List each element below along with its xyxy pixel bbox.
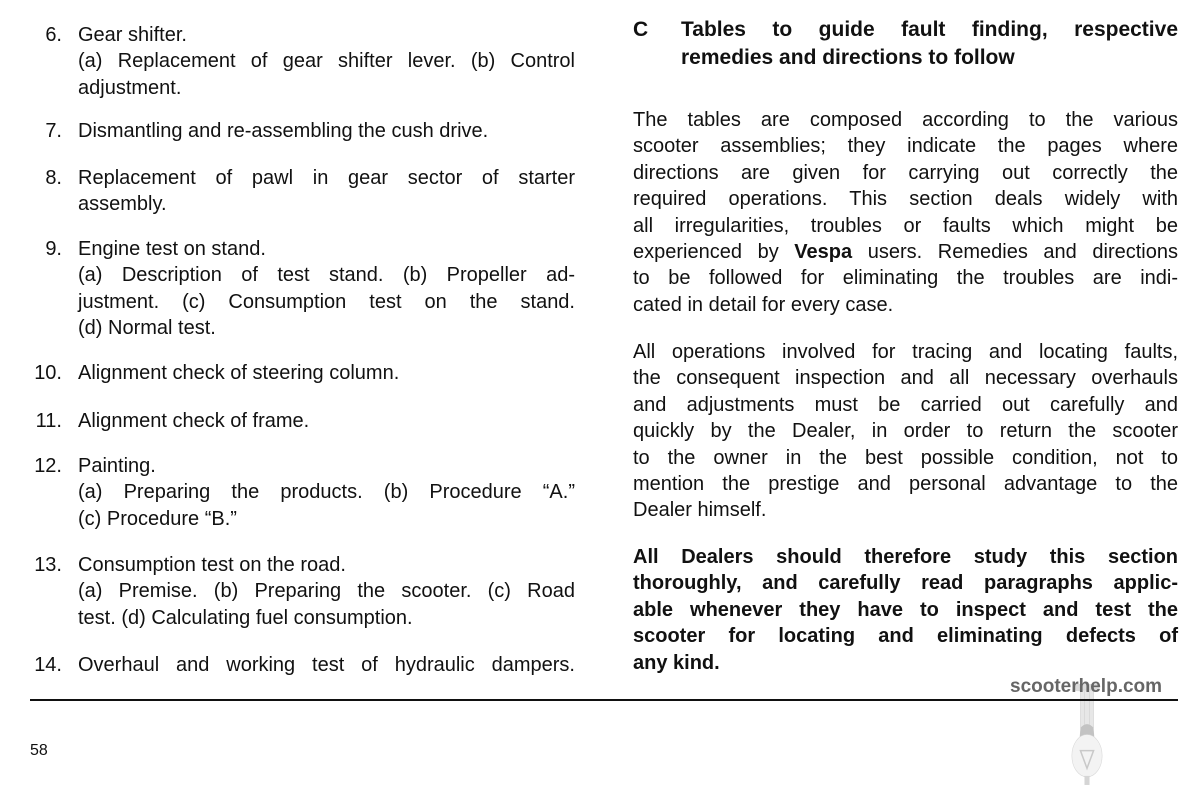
item-line: Gear shifter. xyxy=(78,24,187,46)
paragraph-line: and adjustments must be carried out carefully and xyxy=(633,393,1178,416)
paragraph-line: directions are given for carrying out correctly the xyxy=(633,161,1178,184)
item-text xyxy=(78,652,575,678)
item-number: 10. xyxy=(34,362,62,384)
paragraph-line: thoroughly, and carefully read paragraphs applic- xyxy=(633,572,1178,595)
item-number: 11. xyxy=(35,410,62,432)
item-text xyxy=(78,408,575,434)
left-column xyxy=(30,0,575,700)
item-number: 7. xyxy=(45,120,62,142)
paragraph xyxy=(633,339,1178,524)
bold-word: Vespa xyxy=(794,240,853,263)
item-line: (a) Premise. (b) Preparing the scooter. (c) Road xyxy=(78,580,575,603)
paragraph xyxy=(633,107,1178,318)
item-line: Painting. xyxy=(78,455,156,477)
item-line: Alignment check of steering column. xyxy=(78,362,400,384)
item-line: Overhaul and working test of hydraulic dampers. xyxy=(78,654,575,676)
item-line: (a) Preparing the products. (b) Procedure “A.” xyxy=(78,481,575,504)
item-text xyxy=(78,165,575,218)
paragraph-line: to be followed for eliminating the troubles are indi- xyxy=(633,267,1178,290)
item-text xyxy=(78,552,575,631)
watermark-text: scooterhelp.com xyxy=(1010,676,1163,697)
item-line: (a) Replacement of gear shifter lever. (b) Control xyxy=(78,50,575,73)
paragraph-line: able whenever they have to inspect and test the xyxy=(633,598,1178,621)
item-text xyxy=(78,236,575,342)
paragraph xyxy=(633,544,1178,676)
paragraph-line: to the owner in the best possible condition, not to xyxy=(633,446,1178,469)
paragraph-line: mention the prestige and personal advantage to the xyxy=(633,472,1178,495)
paragraph-line: experienced by Vespa users. Remedies and directions xyxy=(633,240,1178,263)
paragraph-line: all irregularities, troubles or faults which might be xyxy=(633,214,1178,237)
item-line: (d) Normal test. xyxy=(78,317,216,340)
item-text xyxy=(78,22,575,101)
paragraph-line: scooter for locating and eliminating defects of xyxy=(633,625,1178,648)
right-column xyxy=(633,0,1178,700)
paragraph-line: The tables are composed according to the various xyxy=(633,109,1178,131)
item-line: (a) Description of test stand. (b) Propeller ad- xyxy=(78,264,575,287)
item-number: 8. xyxy=(45,167,62,189)
item-line: justment. (c) Consumption test on the stand. xyxy=(78,290,575,313)
paragraph-line: All operations involved for tracing and locating faults, xyxy=(633,341,1178,363)
item-line: Dismantling and re-assembling the cush drive. xyxy=(78,120,489,142)
page-number: 58 xyxy=(30,742,48,759)
item-text xyxy=(78,118,575,144)
item-line: (c) Procedure “B.” xyxy=(78,507,237,530)
section-title-line: remedies and directions to follow xyxy=(681,46,1015,69)
item-number: 14. xyxy=(34,654,62,676)
paragraph-line: Dealer himself. xyxy=(633,499,767,522)
item-number: 6. xyxy=(45,24,62,46)
paragraph-line: any kind. xyxy=(633,651,720,674)
paragraph-line: required operations. This section deals widely with xyxy=(633,188,1178,211)
item-number: 12. xyxy=(34,455,62,477)
item-number: 9. xyxy=(45,238,62,260)
paragraph-line: the consequent inspection and all necessary overhauls xyxy=(633,367,1178,390)
section-letter: C xyxy=(633,18,649,41)
item-line: Consumption test on the road. xyxy=(78,554,346,576)
item-line: Alignment check of frame. xyxy=(78,410,310,432)
section-title-line: Tables to guide fault finding, respective xyxy=(681,18,1178,41)
item-text xyxy=(78,453,575,532)
paragraph-line: scooter assemblies; they indicate the pages where xyxy=(633,135,1178,158)
item-text xyxy=(78,360,575,386)
item-line: adjustment. xyxy=(78,76,182,99)
item-line: assembly. xyxy=(78,193,167,216)
item-line: test. (d) Calculating fuel consumption. xyxy=(78,606,413,629)
paragraph-line: cated in detail for every case. xyxy=(633,293,894,316)
item-line: Engine test on stand. xyxy=(78,238,266,260)
paragraph-line: quickly by the Dealer, in order to return the scooter xyxy=(633,420,1178,443)
item-number: 13. xyxy=(34,554,62,576)
item-line: Replacement of pawl in gear sector of starter xyxy=(78,167,575,189)
paragraph-line: All Dealers should therefore study this section xyxy=(633,546,1178,568)
